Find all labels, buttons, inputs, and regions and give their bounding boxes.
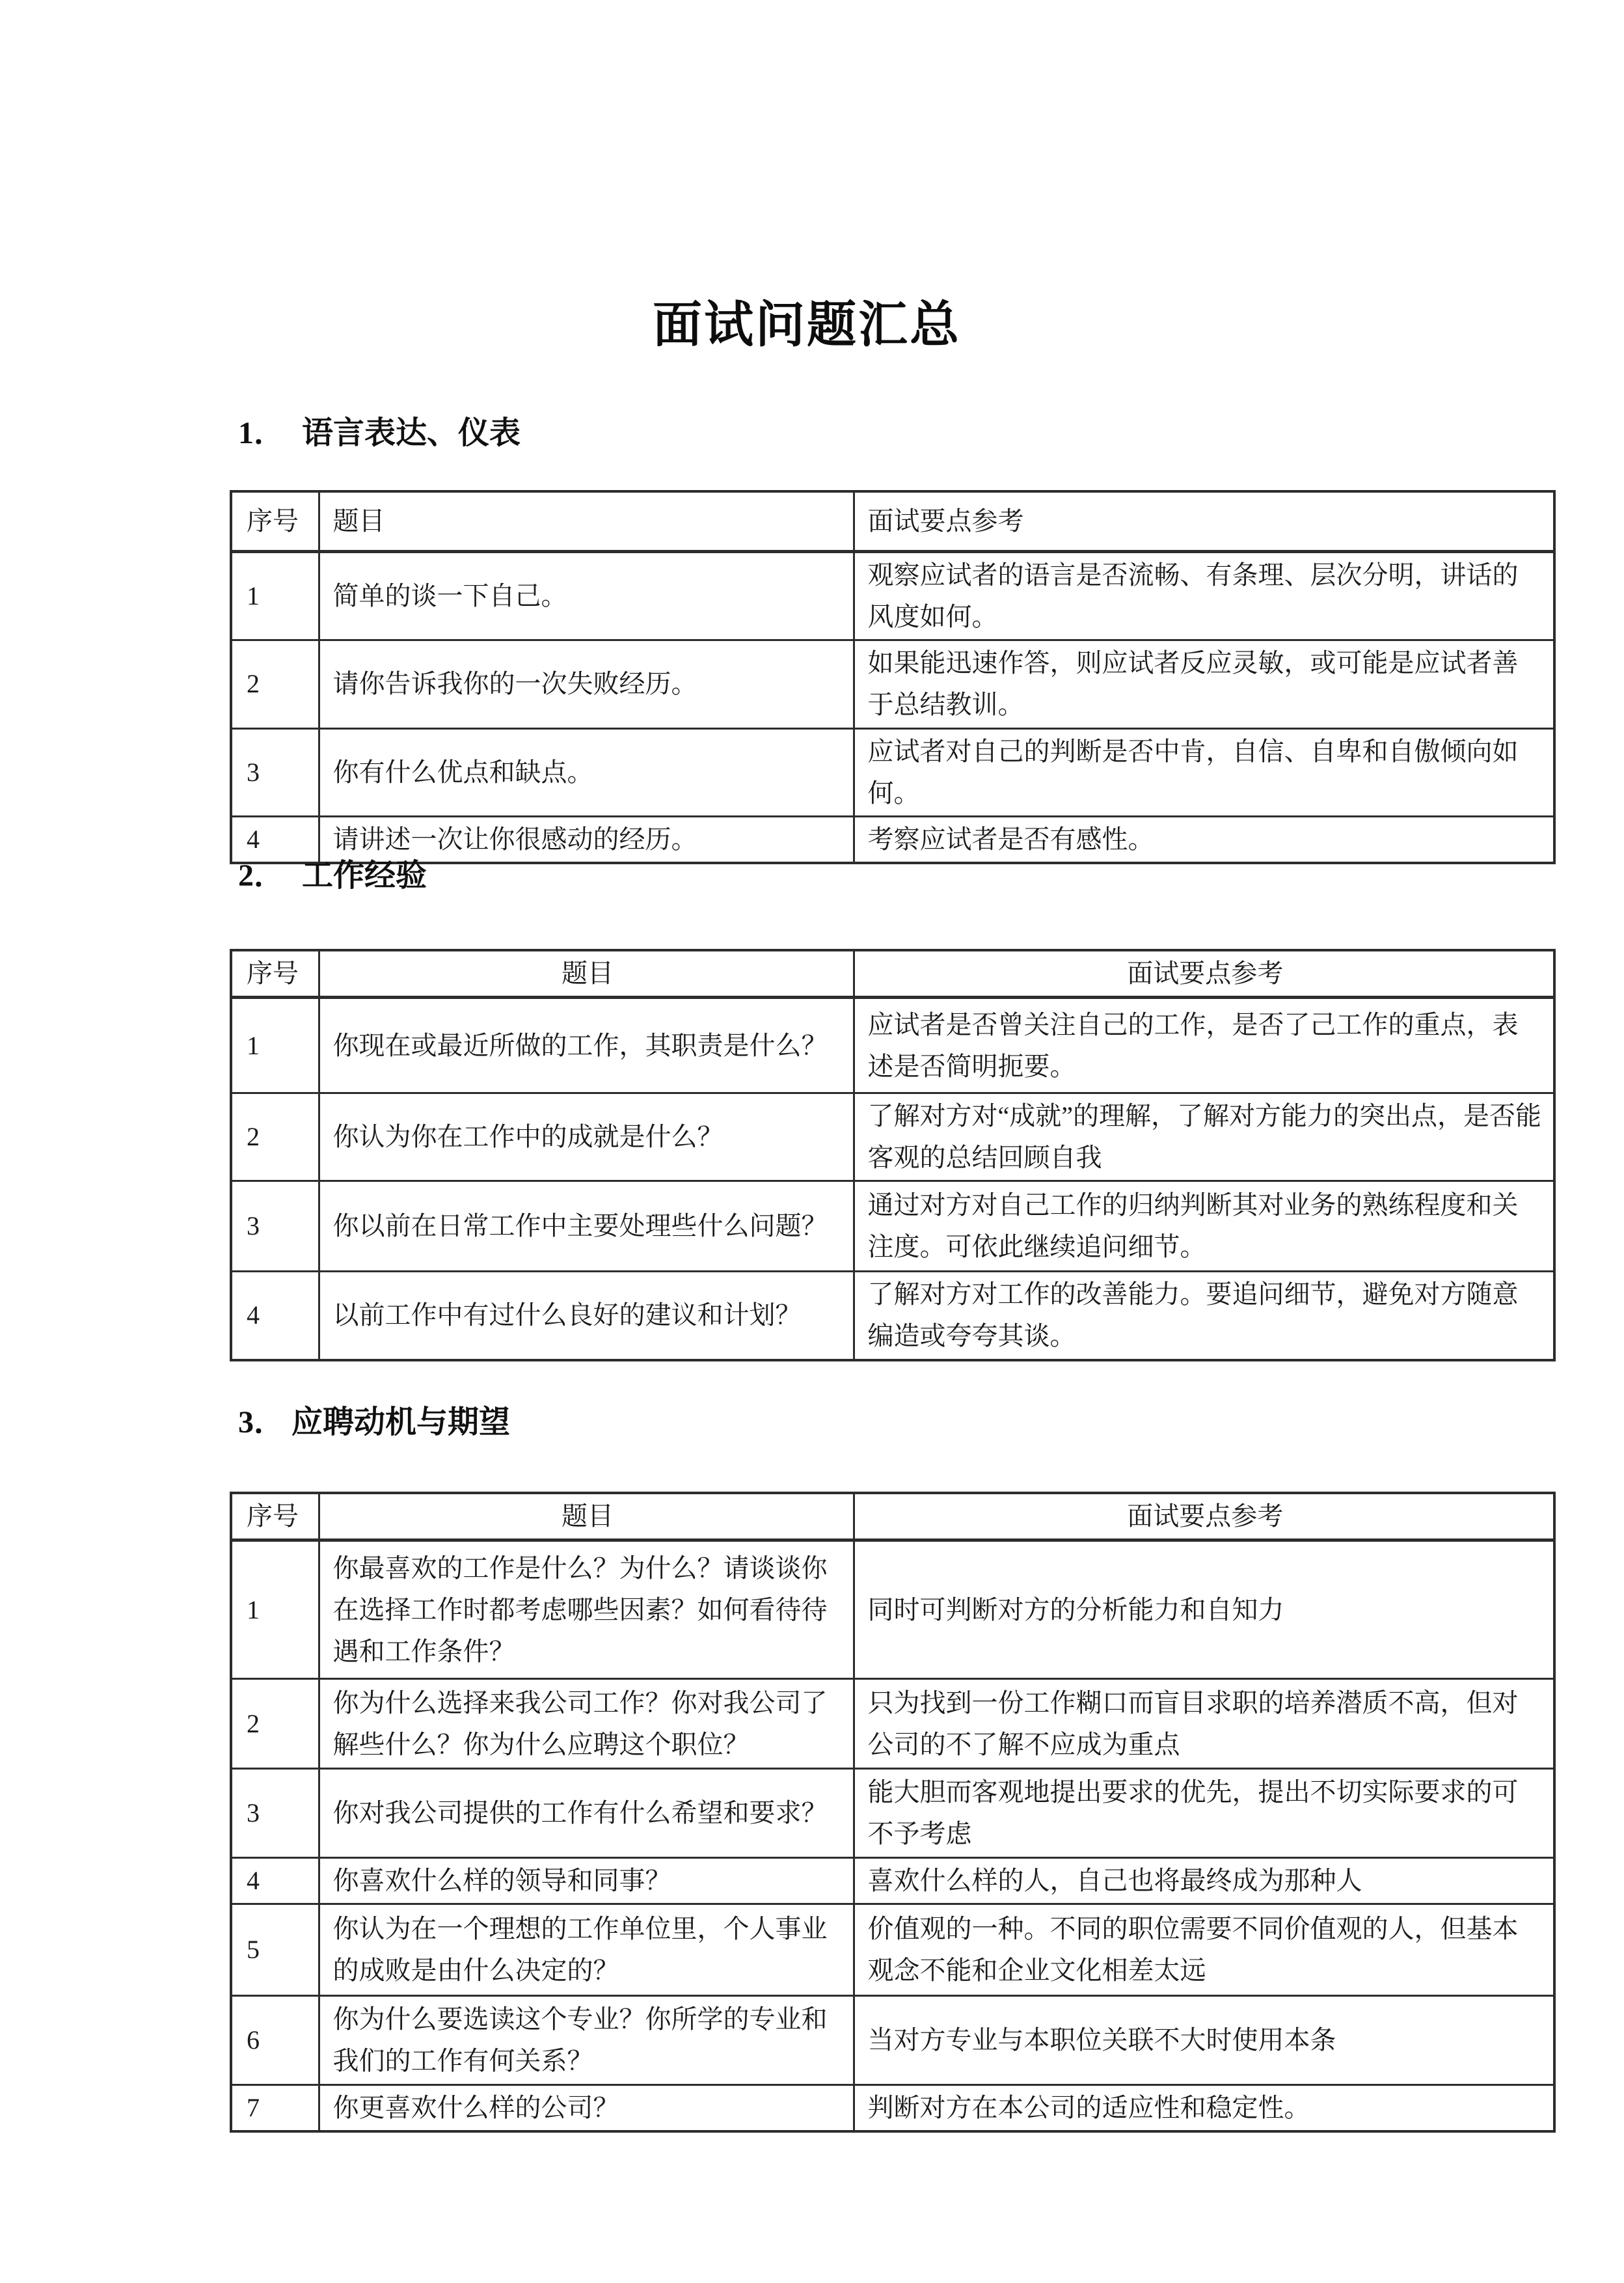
reference-cell: 判断对方在本公司的适应性和稳定性。 xyxy=(854,2085,1554,2132)
reference-cell: 同时可判断对方的分析能力和自知力 xyxy=(854,1540,1554,1679)
row-number-cell: 2 xyxy=(231,1093,319,1181)
header-question-cell: 题目 xyxy=(319,491,854,551)
question-cell: 你现在或最近所做的工作，其职责是什么？ xyxy=(319,998,854,1093)
table-row xyxy=(231,1181,1554,1272)
document-title: 面试问题汇总 xyxy=(653,298,961,353)
reference-cell: 当对方专业与本职位关联不大时使用本条 xyxy=(854,1996,1554,2085)
row-number-cell: 2 xyxy=(231,640,319,728)
section-label: 工作经验 xyxy=(302,858,427,893)
table-row xyxy=(231,1996,1554,2085)
question-cell: 你以前在日常工作中主要处理些什么问题？ xyxy=(319,1181,854,1272)
section-number: 2． xyxy=(238,858,286,893)
row-number-cell: 3 xyxy=(231,1181,319,1272)
section-heading-2 xyxy=(238,850,427,895)
header-question-cell: 题目 xyxy=(319,950,854,998)
table-header-row xyxy=(231,950,1554,998)
reference-cell: 了解对方对“成就”的理解，了解对方能力的突出点，是否能客观的总结回顾自我 xyxy=(854,1093,1554,1181)
reference-cell: 喜欢什么样的人，自己也将最终成为那种人 xyxy=(854,1858,1554,1904)
question-cell: 请你告诉我你的一次失败经历。 xyxy=(319,640,854,728)
questions-table-1 xyxy=(230,490,1556,864)
reference-cell: 只为找到一份工作糊口而盲目求职的培养潜质不高，但对公司的不了解不应成为重点 xyxy=(854,1679,1554,1769)
header-no-cell: 序号 xyxy=(231,1493,319,1540)
section-number: 1． xyxy=(238,416,286,450)
reference-cell: 考察应试者是否有感性。 xyxy=(854,816,1554,863)
question-cell: 请讲述一次让你很感动的经历。 xyxy=(319,816,854,863)
table-row xyxy=(231,1858,1554,1904)
section-heading-3 xyxy=(238,1397,510,1442)
row-number-cell: 1 xyxy=(231,998,319,1093)
reference-cell: 观察应试者的语言是否流畅、有条理、层次分明，讲话的风度如何。 xyxy=(854,551,1554,640)
header-question-cell: 题目 xyxy=(319,1493,854,1540)
questions-table-2 xyxy=(230,949,1556,1361)
table-row xyxy=(231,1904,1554,1996)
question-cell: 你认为在一个理想的工作单位里，个人事业的成败是由什么决定的？ xyxy=(319,1904,854,1996)
question-cell: 简单的谈一下自己。 xyxy=(319,551,854,640)
reference-cell: 如果能迅速作答，则应试者反应灵敏，或可能是应试者善于总结教训。 xyxy=(854,640,1554,728)
question-cell: 你认为你在工作中的成就是什么？ xyxy=(319,1093,854,1181)
row-number-cell: 4 xyxy=(231,1858,319,1904)
row-number-cell: 7 xyxy=(231,2085,319,2132)
question-cell: 你更喜欢什么样的公司？ xyxy=(319,2085,854,2132)
table-row xyxy=(231,1769,1554,1858)
header-no-cell: 序号 xyxy=(231,950,319,998)
question-cell: 以前工作中有过什么良好的建议和计划？ xyxy=(319,1272,854,1360)
table-row xyxy=(231,1272,1554,1360)
row-number-cell: 3 xyxy=(231,728,319,816)
header-reference-cell: 面试要点参考 xyxy=(854,491,1554,551)
table-row xyxy=(231,816,1554,863)
question-cell: 你喜欢什么样的领导和同事？ xyxy=(319,1858,854,1904)
table-row xyxy=(231,551,1554,640)
question-cell: 你为什么要选读这个专业？你所学的专业和我们的工作有何关系？ xyxy=(319,1996,854,2085)
table-row xyxy=(231,728,1554,816)
table-row xyxy=(231,640,1554,728)
question-cell: 你对我公司提供的工作有什么希望和要求？ xyxy=(319,1769,854,1858)
row-number-cell: 2 xyxy=(231,1679,319,1769)
reference-cell: 了解对方对工作的改善能力。要追问细节，避免对方随意编造或夸夸其谈。 xyxy=(854,1272,1554,1360)
section-number: 3． xyxy=(238,1405,286,1440)
section-heading-1 xyxy=(238,407,521,452)
row-number-cell: 3 xyxy=(231,1769,319,1858)
row-number-cell: 5 xyxy=(231,1904,319,1996)
table-row xyxy=(231,2085,1554,2132)
header-reference-cell: 面试要点参考 xyxy=(854,950,1554,998)
reference-cell: 能大胆而客观地提出要求的优先，提出不切实际要求的可不予考虑 xyxy=(854,1769,1554,1858)
table-header-row xyxy=(231,491,1554,551)
table-row xyxy=(231,1679,1554,1769)
row-number-cell: 1 xyxy=(231,551,319,640)
header-reference-cell: 面试要点参考 xyxy=(854,1493,1554,1540)
table-row xyxy=(231,1093,1554,1181)
question-cell: 你为什么选择来我公司工作？你对我公司了解些什么？你为什么应聘这个职位？ xyxy=(319,1679,854,1769)
questions-table-3 xyxy=(230,1492,1556,2133)
row-number-cell: 4 xyxy=(231,1272,319,1360)
reference-cell: 应试者是否曾关注自己的工作，是否了己工作的重点，表述是否简明扼要。 xyxy=(854,998,1554,1093)
row-number-cell: 1 xyxy=(231,1540,319,1679)
section-label: 语言表达、仪表 xyxy=(302,416,521,450)
table-header-row xyxy=(231,1493,1554,1540)
reference-cell: 通过对方对自己工作的归纳判断其对业务的熟练程度和关注度。可依此继续追问细节。 xyxy=(854,1181,1554,1272)
row-number-cell: 6 xyxy=(231,1996,319,2085)
row-number-cell: 4 xyxy=(231,816,319,863)
question-cell: 你最喜欢的工作是什么？为什么？请谈谈你在选择工作时都考虑哪些因素？如何看待待遇和工作条件？ xyxy=(319,1540,854,1679)
reference-cell: 价值观的一种。不同的职位需要不同价值观的人，但基本观念不能和企业文化相差太远 xyxy=(854,1904,1554,1996)
table-row xyxy=(231,1540,1554,1679)
reference-cell: 应试者对自己的判断是否中肯，自信、自卑和自傲倾向如何。 xyxy=(854,728,1554,816)
question-cell: 你有什么优点和缺点。 xyxy=(319,728,854,816)
section-label: 应聘动机与期望 xyxy=(291,1405,511,1440)
header-no-cell: 序号 xyxy=(231,491,319,551)
table-row xyxy=(231,998,1554,1093)
